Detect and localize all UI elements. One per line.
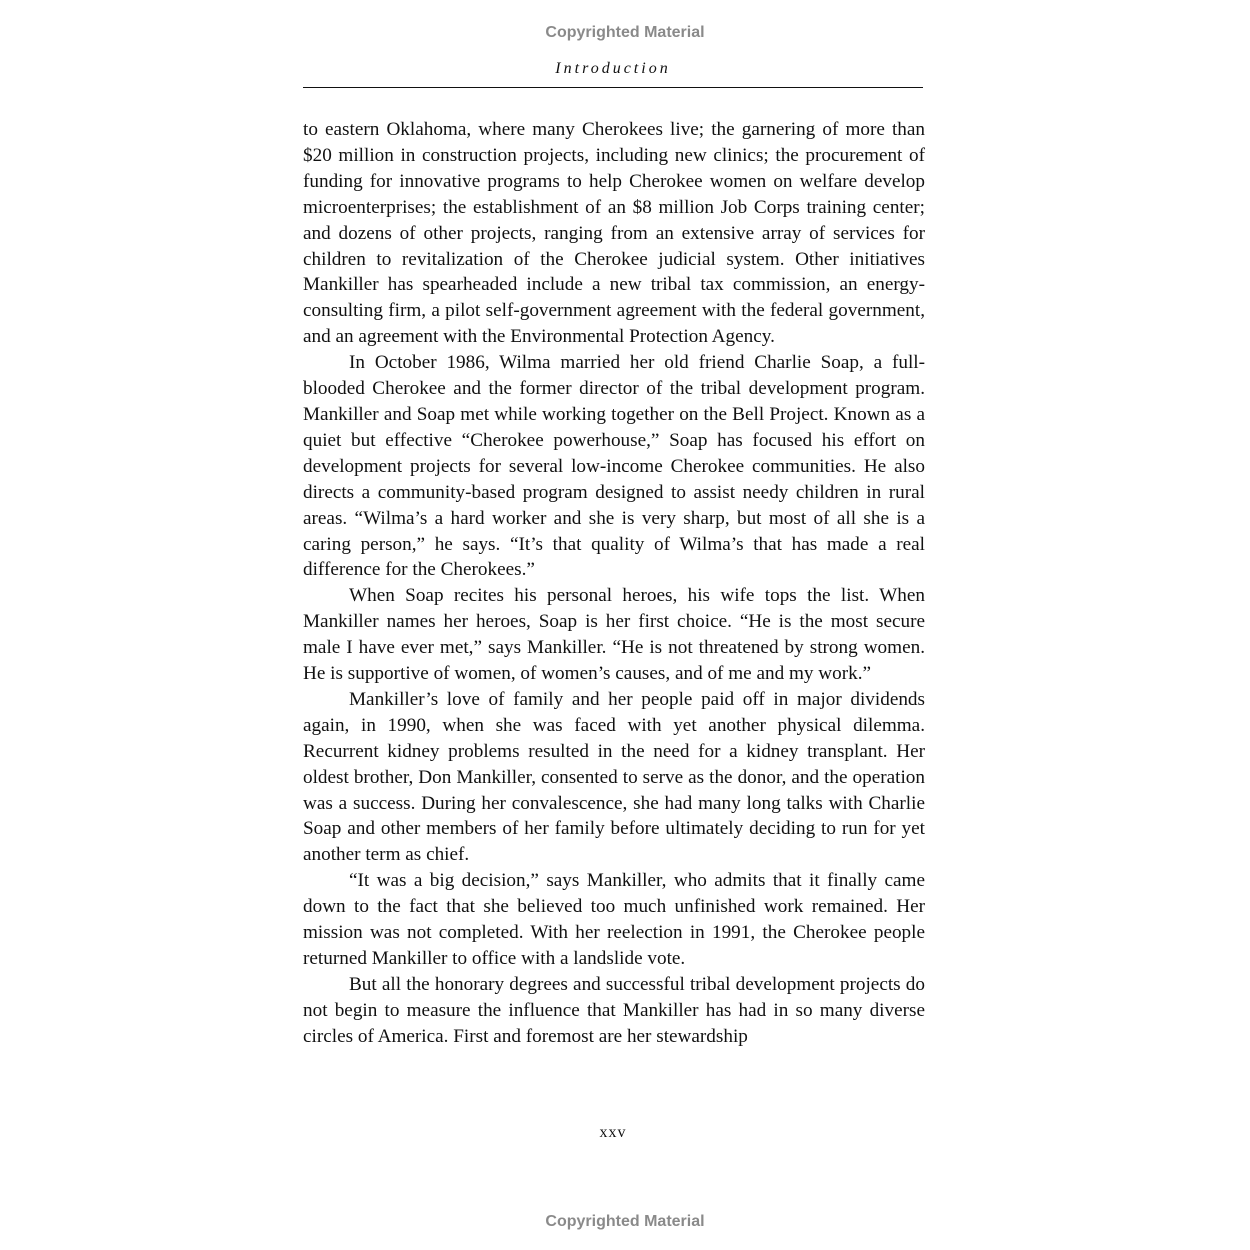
copyright-watermark-top: Copyrighted Material [545,24,705,41]
header-rule [303,87,923,88]
paragraph-kidney-transplant: Mankiller’s love of family and her people paid off in major dividends again, in 1990, when she was faced with yet another physical dilemma. Recurrent kidney problems resulted in the need for a kidney transplant. Her oldest brother, Don Mankiller, consented to serve as the donor, and the operation was a success. During her convalescence, she had many long talks with Charlie Soap and other members of her family before ultimately deciding to run for yet another term as chief. [303,688,925,866]
paragraph-heroes: When Soap recites his personal heroes, his wife tops the list. When Mankiller names her heroes, Soap is her first choice. “He is the most secure male I have ever met,” says Mankiller. “He is not threatened by strong women. He is supportive of women, of women’s causes, and of me and my work.” [303,585,925,685]
paragraph-big-decision: “It was a big decision,” says Mankiller, who admits that it finally came down to the fact that she believed too much unfinished work remained. Her mission was not completed. With her reelection in 1991, the Cherokee people returned Mankiller to office with a landslide vote. [303,870,925,969]
body-text [303,117,925,1050]
paragraph-continued: to eastern Oklahoma, where many Cherokees live; the garnering of more than $20 million in construction projects, including new clinics; the procurement of funding for innovative programs to help Cherokee women on welfare develop microenterprises; the establishment of an $8 million Job Corps training center; and dozens of other projects, ranging from an extensive array of services for children to revitalization of the Cherokee judicial system. Other initiatives Mankiller has spearheaded include a new tribal tax commission, an energy-consulting firm, a pilot self-government agreement with the federal government, and an agreement with the Environmental Protection Agency. [303,119,925,348]
running-head-title: Introduction [555,60,671,77]
page-number: xxv [599,1124,627,1141]
paragraph-marriage: In October 1986, Wilma married her old friend Charlie Soap, a full-blooded Cherokee and the former director of the tribal development program. Mankiller and Soap met while working together on the Bell Project. Known as a quiet but effective “Cherokee powerhouse,” Soap has focused his effort on development projects for several low-income Cherokee communities. He also directs a community-based program designed to assist needy children in rural areas. “Wilma’s a hard worker and she is very sharp, but most of all she is a caring person,” he says. “It’s that quality of Wilma’s that has made a real difference for the Cherokees.” [303,352,925,581]
paragraph-influence: But all the honorary degrees and successful tribal development projects do not begin to measure the influence that Mankiller has had in so many diverse circles of America. First and foremost are her stewardship [303,973,925,1047]
copyright-watermark-bottom: Copyrighted Material [545,1213,705,1230]
